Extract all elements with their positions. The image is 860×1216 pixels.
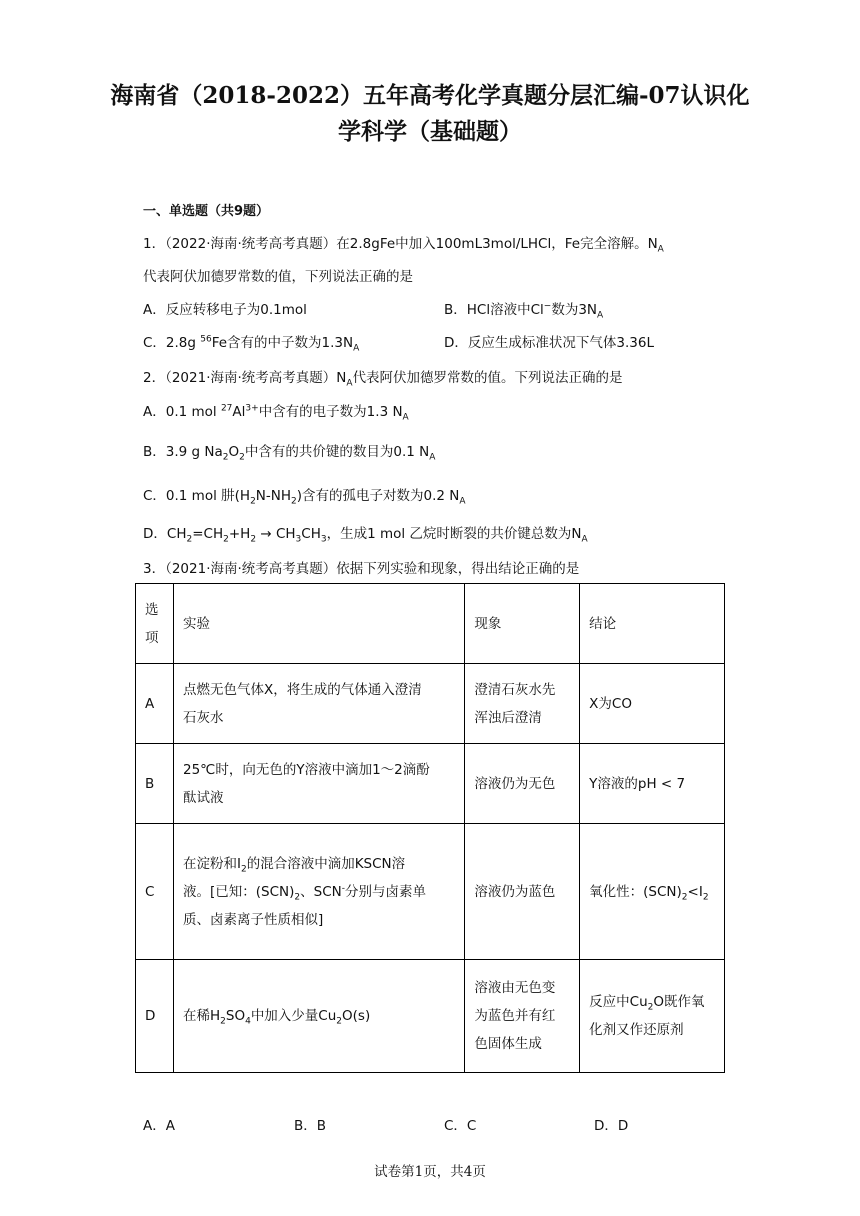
row-option: D <box>136 960 174 1073</box>
q1-stem-line2: 代表阿伏加德罗常数的值，下列说法正确的是 <box>143 269 413 285</box>
row-conclusion: 氧化性：$(SCN)_2<I_2$ <box>580 824 725 960</box>
q3-option-d[interactable]: D．D <box>594 1118 629 1134</box>
q2-option-d[interactable]: D．$CH_2=CH_2+H_2 \to CH_3CH_3$，生成1 mol 乙烷时断裂的共价键总数为$N_A$ <box>143 526 588 545</box>
header-option: 选 项 <box>136 584 174 664</box>
q2-option-c[interactable]: C．0.1 mol 肼$(H_2N-NH_2)$含有的孤电子对数为0.2 $N_A$ <box>143 488 466 507</box>
header-phenomenon: 现象 <box>465 584 580 664</box>
q2-stem: 2．（2021·海南·统考高考真题）$N_A$代表阿伏加德罗常数的值。下列说法正确的是 <box>143 370 623 389</box>
row-experiment: 25℃时，向无色的Y溶液中滴加1～2滴酚 酞试液 <box>173 744 464 824</box>
q3-option-b[interactable]: B．B <box>294 1118 327 1134</box>
header-experiment: 实验 <box>173 584 464 664</box>
page-title-line2: 学科学（基础题） <box>338 118 522 145</box>
table-row <box>136 960 725 1073</box>
row-experiment: 点燃无色气体X，将生成的气体通入澄清 石灰水 <box>173 664 464 744</box>
q1-option-a[interactable]: A．反应转移电子为0.1mol <box>143 302 307 318</box>
q1-option-c[interactable]: C．2.8g $^{56}$Fe含有的中子数为$1.3N_A$ <box>143 334 360 354</box>
row-option: A <box>136 664 174 744</box>
q3-option-c[interactable]: C．C <box>444 1118 477 1134</box>
q3-option-a[interactable]: A．A <box>143 1118 175 1134</box>
row-experiment: 在淀粉和$I_2$的混合溶液中滴加KSCN溶 液。[已知：$(SCN)_2$、SCN-分别与卤素单 质、卤素离子性质相似] <box>173 824 464 960</box>
q2-option-a[interactable]: A．0.1 mol $^{27}Al^{3+}$中含有的电子数为1.3 $N_A$ <box>143 403 409 423</box>
row-experiment: 在稀$H_2SO_4$中加入少量$Cu_2O(s)$ <box>173 960 464 1073</box>
page-title-line1: 海南省（2018-2022）五年高考化学真题分层汇编-07认识化 <box>110 82 750 109</box>
row-conclusion: X为CO <box>580 664 725 744</box>
table-header-row <box>136 584 725 664</box>
q2-option-b[interactable]: B．3.9 g $Na_2O_2$中含有的共价键的数目为0.1 $N_A$ <box>143 444 436 463</box>
table-row <box>136 664 725 744</box>
row-phenomenon: 溶液仍为无色 <box>465 744 580 824</box>
q1-option-b[interactable]: B．HCl溶液中Cl−数为$3N_A$ <box>444 301 604 321</box>
row-conclusion: Y溶液的pH < 7 <box>580 744 725 824</box>
row-phenomenon: 溶液由无色变 为蓝色并有红 色固体生成 <box>465 960 580 1073</box>
row-phenomenon: 澄清石灰水先 浑浊后澄清 <box>465 664 580 744</box>
experiment-table <box>135 583 725 1073</box>
row-option: C <box>136 824 174 960</box>
row-phenomenon: 溶液仍为蓝色 <box>465 824 580 960</box>
header-conclusion: 结论 <box>580 584 725 664</box>
row-option: B <box>136 744 174 824</box>
q3-stem: 3．（2021·海南·统考高考真题）依据下列实验和现象，得出结论正确的是 <box>143 561 580 577</box>
q1-option-d[interactable]: D．反应生成标准状况下气体3.36L <box>444 335 654 351</box>
table-row <box>136 824 725 960</box>
section-heading: 一、单选题（共9题） <box>143 204 270 219</box>
table-row <box>136 744 725 824</box>
page-footer: 试卷第1页，共4页 <box>374 1164 486 1180</box>
row-conclusion: 反应中$Cu_2O$既作氧 化剂又作还原剂 <box>580 960 725 1073</box>
q1-stem-line1: 1．（2022·海南·统考高考真题）在2.8gFe中加入100mL3mol/LHCl，Fe完全溶解。$N_A$ <box>143 236 664 255</box>
